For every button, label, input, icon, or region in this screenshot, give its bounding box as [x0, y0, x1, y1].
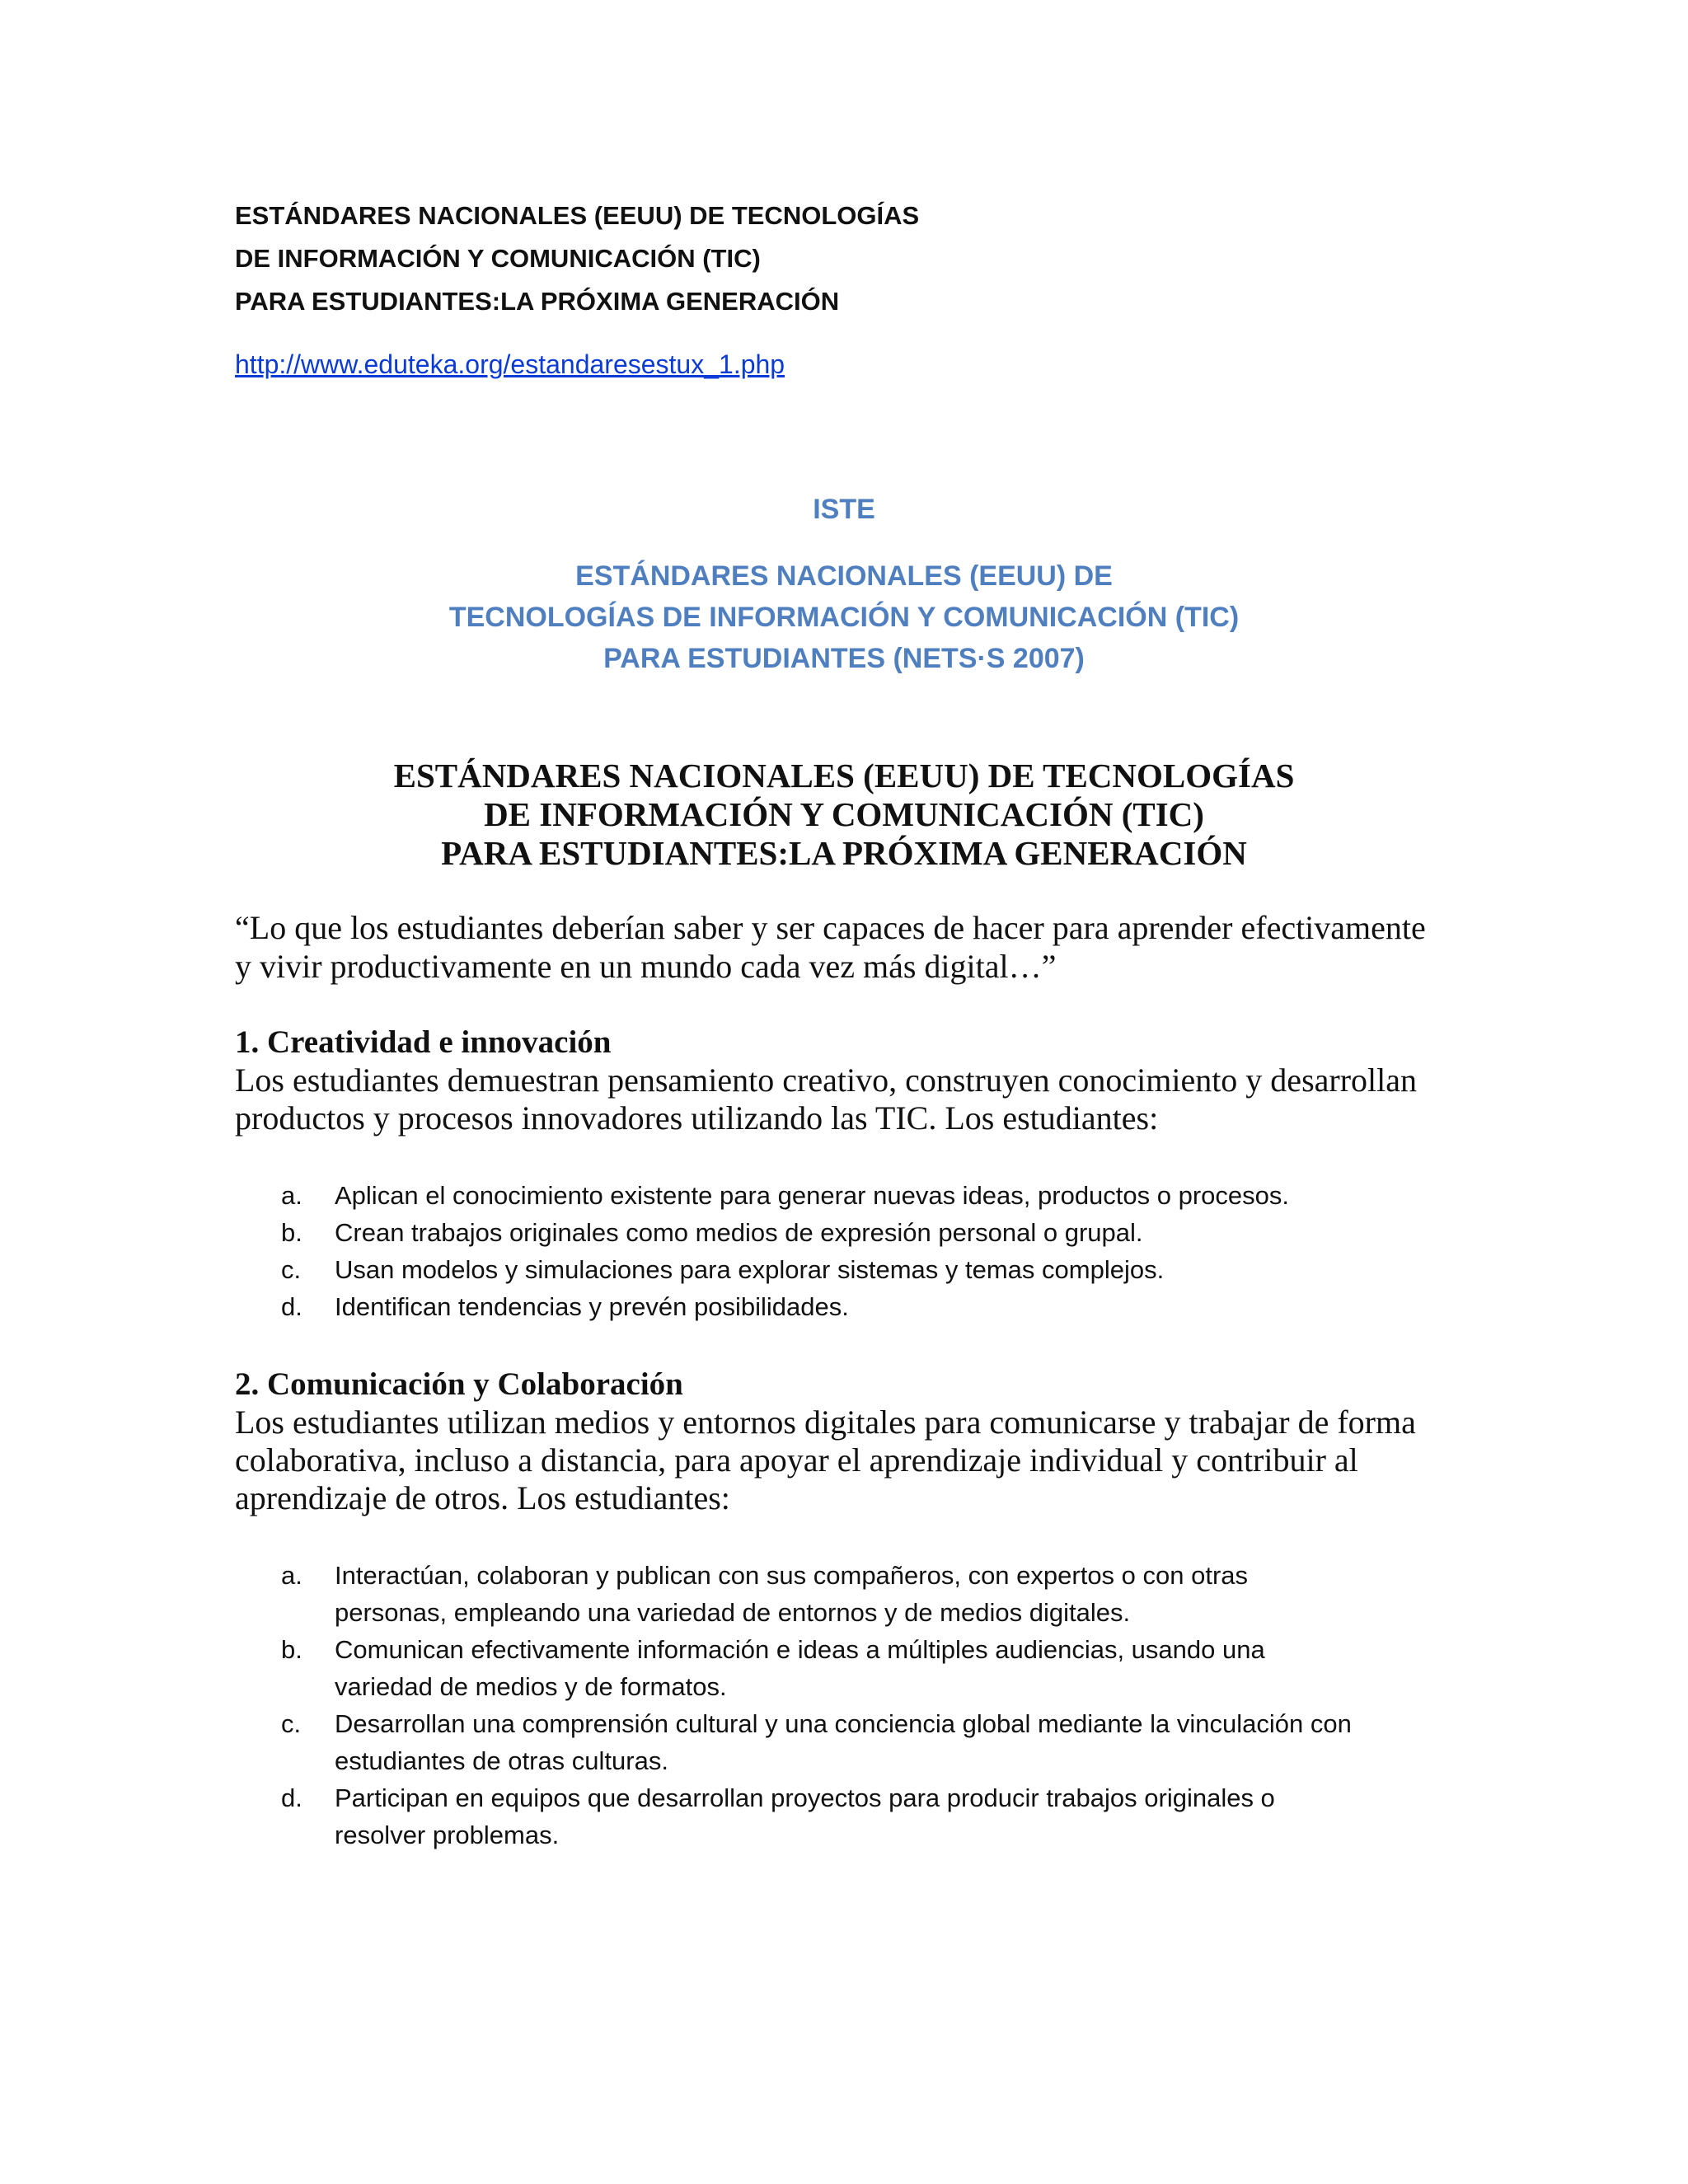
list-item-text [335, 1779, 1471, 1854]
list-item-text [335, 1177, 1471, 1214]
list-item-line: Identifican tendencias y prevén posibilidades. [335, 1292, 849, 1321]
iste-title: ISTE [813, 494, 875, 525]
list-marker: b. [281, 1635, 302, 1664]
list-item [235, 1288, 1471, 1325]
section-creativity [235, 1024, 1488, 1137]
list-marker: c. [281, 1709, 302, 1738]
list-marker: a. [281, 1561, 302, 1590]
source-link[interactable]: http://www.eduteka.org/estandaresestux_1.php [235, 349, 785, 379]
header-line-1: ESTÁNDARES NACIONALES (EEUU) DE TECNOLOGÍAS [235, 201, 920, 230]
list-marker: d. [281, 1292, 302, 1321]
quote-line-1: “Lo que los estudiantes deberían saber y ser capaces de hacer para aprender efectivamente [235, 909, 1426, 946]
list-item-line: Usan modelos y simulaciones para explorar sistemas y temas complejos. [335, 1255, 1165, 1284]
section-heading: 1. Creatividad e innovación [235, 1024, 612, 1060]
iste-line-3: PARA ESTUDIANTES (NETS·S 2007) [603, 643, 1085, 674]
list-item [235, 1177, 1471, 1214]
section-description-line: aprendizaje de otros. Los estudiantes: [235, 1479, 730, 1516]
section-heading: 2. Comunicación y Colaboración [235, 1366, 683, 1402]
section-description-line: Los estudiantes demuestran pensamiento creativo, construyen conocimiento y desarrollan [235, 1062, 1418, 1099]
quote-line-2: y vivir productivamente en un mundo cada vez más digital…” [235, 948, 1057, 985]
header-line-2: DE INFORMACIÓN Y COMUNICACIÓN (TIC) [235, 244, 761, 273]
intro-quote [235, 908, 1488, 986]
page-title-line-2: DE INFORMACIÓN Y COMUNICACIÓN (TIC) [484, 795, 1204, 833]
list-item-text [335, 1631, 1471, 1705]
list-item-text [335, 1214, 1471, 1251]
iste-line-2: TECNOLOGÍAS DE INFORMACIÓN Y COMUNICACIÓN (TIC) [448, 602, 1240, 633]
list-item-text [335, 1288, 1471, 1325]
list-marker: c. [281, 1255, 302, 1284]
list-item-line: estudiantes de otras culturas. [335, 1746, 668, 1775]
section-communication [235, 1366, 1488, 1517]
iste-block [0, 488, 1688, 679]
page-title [0, 757, 1688, 873]
list-item [235, 1557, 1471, 1631]
section-description [235, 1404, 1488, 1517]
list-marker: b. [281, 1218, 302, 1247]
iste-line-1: ESTÁNDARES NACIONALES (EEUU) DE [575, 560, 1113, 592]
list-item [235, 1214, 1471, 1251]
list-marker: a. [281, 1181, 302, 1210]
section-description-line: colaborativa, incluso a distancia, para apoyar el aprendizaje individual y contribuir al [235, 1441, 1358, 1479]
list-item-line: variedad de medios y de formatos. [335, 1672, 727, 1701]
list-item-line: resolver problemas. [335, 1821, 560, 1849]
list-item-text [335, 1251, 1471, 1288]
list-item-line: Crean trabajos originales como medios de expresión personal o grupal. [335, 1218, 1143, 1247]
list-item-line: Aplican el conocimiento existente para generar nuevas ideas, productos o procesos. [335, 1181, 1290, 1210]
list-item-text [335, 1557, 1471, 1631]
document-header [235, 194, 1471, 323]
list-item [235, 1251, 1471, 1288]
list-item-line: Participan en equipos que desarrollan proyectos para producir trabajos originales o [335, 1783, 1275, 1812]
list-item-line: personas, empleando una variedad de entornos y de medios digitales. [335, 1598, 1131, 1627]
section-creativity-list [235, 1177, 1471, 1325]
page-title-line-1: ESTÁNDARES NACIONALES (EEUU) DE TECNOLOGÍAS [393, 757, 1295, 794]
section-description-line: productos y procesos innovadores utilizando las TIC. Los estudiantes: [235, 1099, 1159, 1137]
list-item-line: Interactúan, colaboran y publican con sus compañeros, con expertos o con otras [335, 1561, 1249, 1590]
list-item-line: Comunican efectivamente información e ideas a múltiples audiencias, usando una [335, 1635, 1265, 1664]
page-title-line-3: PARA ESTUDIANTES:LA PRÓXIMA GENERACIÓN [441, 834, 1247, 872]
list-marker: d. [281, 1783, 302, 1812]
list-item [235, 1631, 1471, 1705]
list-item-line: Desarrollan una comprensión cultural y una conciencia global mediante la vinculación con [335, 1709, 1352, 1738]
section-description-line: Los estudiantes utilizan medios y entornos digitales para comunicarse y trabajar de forma [235, 1404, 1416, 1441]
section-communication-list [235, 1557, 1471, 1854]
list-item-text [335, 1705, 1471, 1779]
list-item [235, 1779, 1471, 1854]
list-item [235, 1705, 1471, 1779]
header-line-3: PARA ESTUDIANTES:LA PRÓXIMA GENERACIÓN [235, 287, 840, 316]
section-description [235, 1062, 1488, 1137]
